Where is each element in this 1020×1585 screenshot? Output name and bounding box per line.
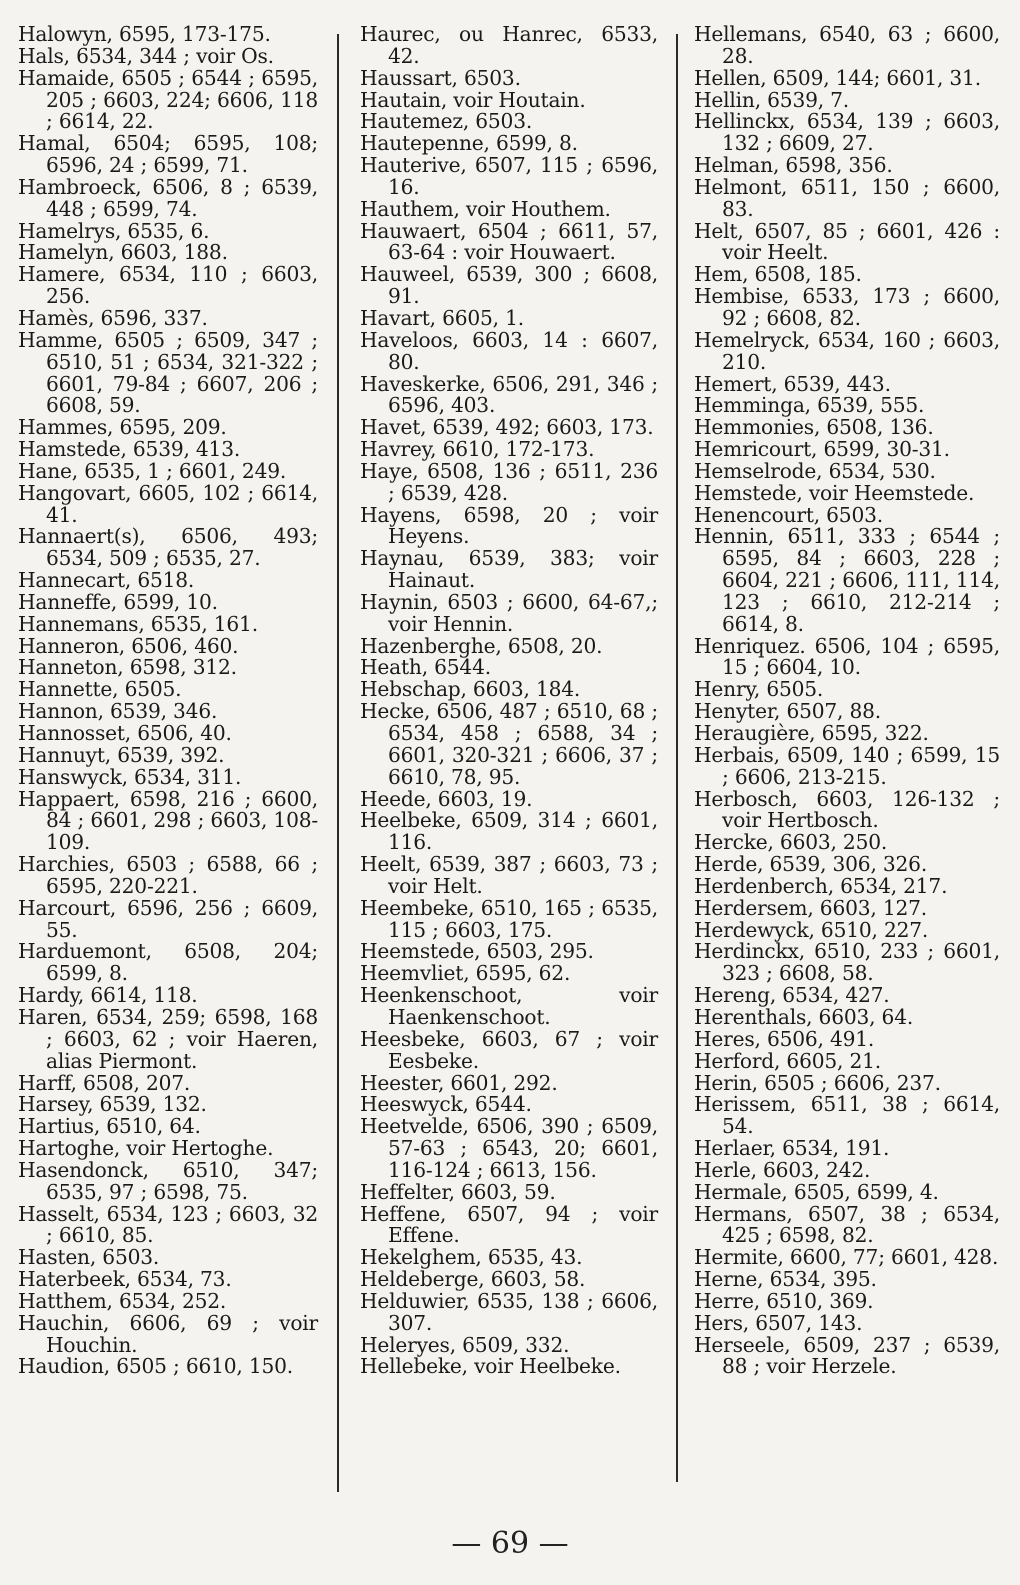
index-entry: Hannemans, 6535, 161. xyxy=(18,611,258,636)
page-number: — 69 — xyxy=(451,1526,569,1561)
index-entry: Harcourt, 6596, 256 ; 6609, 55. xyxy=(18,895,318,942)
index-entry: Hammes, 6595, 209. xyxy=(18,415,227,440)
index-entry: Hannecart, 6518. xyxy=(18,568,195,593)
index-entry: Hereng, 6534, 427. xyxy=(694,983,890,1008)
index-entry: Heemstede, 6503, 295. xyxy=(360,939,594,964)
index-entry: Hamstede, 6539, 413. xyxy=(18,437,241,462)
index-entry: Hamere, 6534, 110 ; 6603, 256. xyxy=(18,262,318,309)
index-entry: Havart, 6605, 1. xyxy=(360,305,524,330)
index-entry: Henencourt, 6503. xyxy=(694,502,883,527)
index-entry: Hamal, 6504; 6595, 108; 6596, 24 ; 6599, 71. xyxy=(18,131,318,178)
index-entry: Heffelter, 6603, 59. xyxy=(360,1179,556,1204)
index-entry: Herle, 6603, 242. xyxy=(694,1157,871,1182)
index-entry: Herin, 6505 ; 6606, 237. xyxy=(694,1070,941,1095)
index-entry: Havet, 6539, 492; 6603, 173. xyxy=(360,415,654,440)
index-entry: Haurec, ou Hanrec, 6533, 42. xyxy=(360,22,658,68)
index-entry: Haveloos, 6603, 14 : 6607, 80. xyxy=(360,327,658,374)
index-entry: Heede, 6603, 19. xyxy=(360,786,533,811)
index-entry: Henyter, 6507, 88. xyxy=(694,699,881,724)
index-entry: Haye, 6508, 136 ; 6511, 236 ; 6539, 428. xyxy=(360,458,658,505)
column-divider-1 xyxy=(337,34,339,1492)
index-entry: Hellin, 6539, 7. xyxy=(694,87,850,112)
index-entry: Hermite, 6600, 77; 6601, 428. xyxy=(694,1245,999,1270)
index-entry: Hals, 6534, 344 ; voir Os. xyxy=(18,43,274,68)
index-entry: Hecke, 6506, 487 ; 6510, 68 ; 6534, 458 ; 6588, 34 ; 6601, 320-321 ; 6606, 37 ; 6610, 78, 95. xyxy=(360,699,658,789)
index-entry: Hamme, 6505 ; 6509, 347 ; 6510, 51 ; 6534, 321-322 ; 6601, 79-84 ; 6607, 206 ; 6608, 59. xyxy=(18,327,318,418)
index-entry: Heelbeke, 6509, 314 ; 6601, 116. xyxy=(360,808,658,855)
index-entry: Hartoghe, voir Hertoghe. xyxy=(18,1136,274,1161)
index-entry: Hemminga, 6539, 555. xyxy=(694,393,925,418)
index-entry: Hauwaert, 6504 ; 6611, 57, 63-64 : voir Houwaert. xyxy=(360,218,658,265)
index-entry: Heeswyck, 6544. xyxy=(360,1092,532,1117)
index-entry: Hembise, 6533, 173 ; 6600, 92 ; 6608, 82. xyxy=(694,284,1000,330)
index-entry: Harsey, 6539, 132. xyxy=(18,1092,207,1117)
index-entry: Heemvliet, 6595, 62. xyxy=(360,961,571,986)
index-entry: Hautemez, 6503. xyxy=(360,109,533,134)
index-entry: Hem, 6508, 185. xyxy=(694,262,862,287)
index-column-2 xyxy=(360,24,658,1378)
index-entry: Hamaide, 6505 ; 6544 ; 6595, 205 ; 6603, 224; 6606, 118 ; 6614, 22. xyxy=(18,65,318,134)
index-entry: Heembeke, 6510, 165 ; 6535, 115 ; 6603, 175. xyxy=(360,895,658,942)
index-entry: Hartius, 6510, 64. xyxy=(18,1114,201,1139)
index-entry: Herseele, 6509, 237 ; 6539, 88 ; voir Herzele. xyxy=(694,1332,1000,1379)
index-entry: Heelt, 6539, 387 ; 6603, 73 ; voir Helt. xyxy=(360,852,658,898)
index-entry: Herne, 6534, 395. xyxy=(694,1267,877,1292)
index-entry: Herenthals, 6603, 64. xyxy=(694,1004,914,1029)
index-entry: Heesbeke, 6603, 67 ; voir Eesbeke. xyxy=(360,1026,658,1073)
index-entry: Harchies, 6503 ; 6588, 66 ; 6595, 220-221. xyxy=(18,852,318,898)
index-entry: Heraugière, 6595, 322. xyxy=(694,721,929,745)
index-entry: Hanswyck, 6534, 311. xyxy=(18,764,242,789)
index-entry: Hercke, 6603, 250. xyxy=(694,830,888,855)
index-entry: Haussart, 6503. xyxy=(360,65,521,90)
index-entry: Haveskerke, 6506, 291, 346 ; 6596, 403. xyxy=(360,371,658,418)
index-entry: Hellebeke, voir Heelbeke. xyxy=(360,1354,621,1379)
index-entry: Hemert, 6539, 443. xyxy=(694,371,891,396)
index-entry: Hasten, 6503. xyxy=(18,1245,160,1270)
index-entry: Herdinckx, 6510, 233 ; 6601, 323 ; 6608, 58. xyxy=(694,939,1000,986)
index-entry: Heleryes, 6509, 332. xyxy=(360,1332,570,1357)
index-entry: Hanneton, 6598, 312. xyxy=(18,655,237,680)
index-entry: Herdenberch, 6534, 217. xyxy=(694,873,948,898)
index-entry: Heetvelde, 6506, 390 ; 6509, 57-63 ; 6543, 20; 6601, 116-124 ; 6613, 156. xyxy=(360,1114,658,1182)
index-entry: Hane, 6535, 1 ; 6601, 249. xyxy=(18,458,287,483)
index-entry: Hennin, 6511, 333 ; 6544 ; 6595, 84 ; 6603, 228 ; 6604, 221 ; 6606, 111, 114, 123 ; 6610, 212-214 ; 6614, 8. xyxy=(694,524,1000,636)
index-entry: Harff, 6508, 207. xyxy=(18,1070,191,1095)
index-entry: Hellemans, 6540, 63 ; 6600, 28. xyxy=(694,22,1000,68)
index-entry: Heffene, 6507, 94 ; voir Effene. xyxy=(360,1201,658,1248)
index-entry: Hauterive, 6507, 115 ; 6596, 16. xyxy=(360,153,658,199)
index-entry: Haren, 6534, 259; 6598, 168 ; 6603, 62 ; voir Haeren, alias Piermont. xyxy=(18,1004,318,1073)
index-entry: Hambroeck, 6506, 8 ; 6539, 448 ; 6599, 74. xyxy=(18,174,318,221)
index-entry: Hangovart, 6605, 102 ; 6614, 41. xyxy=(18,480,318,527)
index-entry: Haynin, 6503 ; 6600, 64-67,; voir Hennin. xyxy=(360,589,658,636)
index-column-3 xyxy=(694,24,1000,1378)
index-entry: Hautain, voir Houtain. xyxy=(360,87,586,112)
index-entry: Hermans, 6507, 38 ; 6534, 425 ; 6598, 82. xyxy=(694,1201,1000,1248)
index-entry: Havrey, 6610, 172-173. xyxy=(360,437,595,462)
index-entry: Helman, 6598, 356. xyxy=(694,153,893,178)
index-entry: Hamelrys, 6535, 6. xyxy=(18,218,210,243)
index-entry: Herdersem, 6603, 127. xyxy=(694,895,927,920)
index-entry: Helduwier, 6535, 138 ; 6606, 307. xyxy=(360,1288,658,1335)
index-entry: Hannaert(s), 6506, 493; 6534, 509 ; 6535, 27. xyxy=(18,524,318,571)
index-entry: Hemstede, voir Heemstede. xyxy=(694,480,975,505)
index-entry: Hautepenne, 6599, 8. xyxy=(360,131,578,156)
index-entry: Harduemont, 6508, 204; 6599, 8. xyxy=(18,939,318,986)
index-entry: Heldeberge, 6603, 58. xyxy=(360,1267,586,1292)
index-entry: Hauthem, voir Houthem. xyxy=(360,196,611,221)
index-entry: Hers, 6507, 143. xyxy=(694,1310,863,1335)
index-entry: Heres, 6506, 491. xyxy=(694,1026,875,1051)
index-entry: Henry, 6505. xyxy=(694,677,824,702)
index-entry: Hermale, 6505, 6599, 4. xyxy=(694,1179,939,1204)
index-column-1 xyxy=(18,24,318,1378)
index-entry: Heath, 6544. xyxy=(360,655,491,680)
index-entry: Hasselt, 6534, 123 ; 6603, 32 ; 6610, 85. xyxy=(18,1201,318,1248)
index-entry: Hanneffe, 6599, 10. xyxy=(18,589,218,614)
index-entry: Herde, 6539, 306, 326. xyxy=(694,852,928,877)
index-entry: Haynau, 6539, 383; voir Hainaut. xyxy=(360,546,658,593)
index-entry: Hamès, 6596, 337. xyxy=(18,305,208,330)
index-entry: Herre, 6510, 369. xyxy=(694,1288,874,1313)
index-entry: Haterbeek, 6534, 73. xyxy=(18,1267,232,1292)
index-entry: Hekelghem, 6535, 43. xyxy=(360,1245,583,1270)
column-divider-2 xyxy=(676,34,678,1482)
index-entry: Haudion, 6505 ; 6610, 150. xyxy=(18,1354,293,1379)
index-entry: Hasendonck, 6510, 347; 6535, 97 ; 6598, 75. xyxy=(18,1157,318,1204)
index-entry: Hatthem, 6534, 252. xyxy=(18,1288,227,1313)
index-entry: Helmont, 6511, 150 ; 6600, 83. xyxy=(694,174,1000,221)
index-entry: Herbosch, 6603, 126-132 ; voir Hertbosch. xyxy=(694,786,1000,833)
index-entry: Hannosset, 6506, 40. xyxy=(18,721,232,745)
index-entry: Henriquez. 6506, 104 ; 6595, 15 ; 6604, 10. xyxy=(694,633,1000,680)
index-entry: Hebschap, 6603, 184. xyxy=(360,677,581,702)
index-entry: Herford, 6605, 21. xyxy=(694,1048,881,1073)
index-entry: Helt, 6507, 85 ; 6601, 426 : voir Heelt. xyxy=(694,218,1000,265)
index-entry: Hemelryck, 6534, 160 ; 6603, 210. xyxy=(694,327,1000,374)
index-entry: Hemselrode, 6534, 530. xyxy=(694,458,936,483)
index-entry: Happaert, 6598, 216 ; 6600, 84 ; 6601, 298 ; 6603, 108-109. xyxy=(18,786,318,855)
index-entry: Herdewyck, 6510, 227. xyxy=(694,917,929,942)
index-entry: Hardy, 6614, 118. xyxy=(18,983,198,1008)
index-entry: Hannuyt, 6539, 392. xyxy=(18,742,225,767)
index-entry: Hamelyn, 6603, 188. xyxy=(18,240,228,265)
index-entry: Heenkenschoot, voir Haenkenschoot. xyxy=(360,983,658,1029)
index-entry: Hannette, 6505. xyxy=(18,677,182,702)
index-entry: Herlaer, 6534, 191. xyxy=(694,1136,890,1161)
index-entry: Hellinckx, 6534, 139 ; 6603, 132 ; 6609, 27. xyxy=(694,109,1000,156)
index-entry: Hemmonies, 6508, 136. xyxy=(694,415,934,440)
index-entry: Herbais, 6509, 140 ; 6599, 15 ; 6606, 213-215. xyxy=(694,742,1000,789)
index-entry: Hannon, 6539, 346. xyxy=(18,699,218,724)
index-entry: Herissem, 6511, 38 ; 6614, 54. xyxy=(694,1092,1000,1139)
index-entry: Hauweel, 6539, 300 ; 6608, 91. xyxy=(360,262,658,309)
index-entry: Hanneron, 6506, 460. xyxy=(18,633,239,658)
index-entry: Hayens, 6598, 20 ; voir Heyens. xyxy=(360,502,658,549)
index-entry: Hemricourt, 6599, 30-31. xyxy=(694,437,950,462)
index-entry: Hauchin, 6606, 69 ; voir Houchin. xyxy=(18,1310,318,1357)
index-entry: Heester, 6601, 292. xyxy=(360,1070,558,1095)
index-entry: Hazenberghe, 6508, 20. xyxy=(360,633,603,658)
index-entry: Hellen, 6509, 144; 6601, 31. xyxy=(694,65,981,90)
index-entry: Halowyn, 6595, 173-175. xyxy=(18,22,271,46)
